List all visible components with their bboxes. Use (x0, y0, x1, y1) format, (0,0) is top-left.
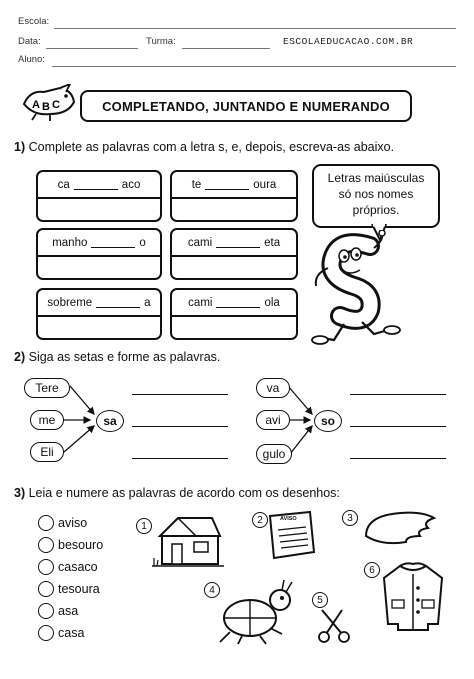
word-box-2[interactable]: te oura (170, 170, 298, 222)
word-box-3[interactable]: manho o (36, 228, 162, 280)
word-box-6[interactable]: cami ola (170, 288, 298, 340)
turma-field[interactable] (182, 48, 270, 49)
letter-blank[interactable] (74, 179, 118, 190)
abc-bird-icon (20, 84, 78, 122)
data-field[interactable] (46, 48, 138, 49)
q3-number: 3) (14, 486, 26, 500)
letter-blank[interactable] (91, 237, 135, 248)
option-row[interactable]: aviso (38, 512, 128, 534)
picture-number: 3 (342, 510, 358, 526)
syllable-eli: Eli (30, 442, 64, 462)
site-url: ESCOLAEDUCACAO.COM.BR (283, 36, 414, 47)
number-circle[interactable] (38, 515, 54, 531)
escola-field[interactable] (54, 28, 456, 29)
ending-so: so (314, 410, 342, 432)
rule-bubble: Letras maiúsculas só nos nomes próprios. (312, 164, 440, 228)
picture-number: 1 (136, 518, 152, 534)
number-circle[interactable] (38, 559, 54, 575)
q3-text: Leia e numere as palavras de acordo com os desenhos: (28, 486, 340, 500)
aluno-label: Aluno: (18, 54, 45, 65)
answer-line[interactable] (350, 426, 446, 427)
q2-instruction (14, 350, 454, 364)
coat-icon (380, 560, 446, 634)
number-circle[interactable] (38, 581, 54, 597)
word-box-4[interactable]: cami eta (170, 228, 298, 280)
syllable-va: va (256, 378, 290, 398)
q1-text: Complete as palavras com a letra s, e, depois, escreva-as abaixo. (28, 140, 395, 154)
picture-number: 5 (312, 592, 328, 608)
option-row[interactable]: asa (38, 600, 128, 622)
option-row[interactable]: casa (38, 622, 128, 644)
word-box-1[interactable]: ca aco (36, 170, 162, 222)
letter-blank[interactable] (216, 297, 260, 308)
picture-number: 6 (364, 562, 380, 578)
ending-sa: sa (96, 410, 124, 432)
scissors-icon (314, 606, 354, 644)
syllable-me: me (30, 410, 64, 430)
syllable-avi: avi (256, 410, 290, 430)
number-circle[interactable] (38, 625, 54, 641)
answer-line[interactable] (350, 458, 446, 459)
option-row[interactable]: tesoura (38, 578, 128, 600)
wing-icon (362, 508, 440, 548)
turma-label: Turma: (146, 36, 176, 47)
letter-blank[interactable] (96, 297, 140, 308)
q3-instruction (14, 486, 464, 500)
syllable-gulo: gulo (256, 444, 292, 464)
answer-line[interactable] (350, 394, 446, 395)
escola-label: Escola: (18, 16, 50, 27)
q1-number: 1) (14, 140, 26, 154)
q2-number: 2) (14, 350, 26, 364)
house-icon (150, 514, 224, 570)
syllable-tere: Tere (24, 378, 70, 398)
option-row[interactable]: casaco (38, 556, 128, 578)
header (0, 0, 474, 70)
letter-blank[interactable] (205, 179, 249, 190)
answer-line[interactable] (132, 458, 228, 459)
page-title: COMPLETANDO, JUNTANDO E NUMERANDO (80, 90, 412, 122)
s-mascot-icon (304, 230, 414, 352)
beetle-icon (212, 578, 296, 646)
q1-instruction (14, 140, 466, 154)
q2-arrows (0, 370, 474, 470)
aluno-field[interactable] (52, 66, 456, 67)
sign-text: AVISO (280, 516, 297, 522)
svg-text:S: S (349, 302, 350, 303)
picture-number: 4 (204, 582, 220, 598)
number-circle[interactable] (38, 603, 54, 619)
q3-options (38, 512, 128, 644)
q2-text: Siga as setas e forme as palavras. (28, 350, 221, 364)
svg-text:C: C (52, 99, 60, 111)
letter-blank[interactable] (216, 237, 260, 248)
data-label: Data: (18, 36, 41, 47)
answer-line[interactable] (132, 426, 228, 427)
picture-number: 2 (252, 512, 268, 528)
answer-line[interactable] (132, 394, 228, 395)
svg-text:B: B (42, 101, 50, 113)
number-circle[interactable] (38, 537, 54, 553)
option-row[interactable]: besouro (38, 534, 128, 556)
word-box-5[interactable]: sobreme a (36, 288, 162, 340)
svg-text:A: A (32, 99, 40, 111)
